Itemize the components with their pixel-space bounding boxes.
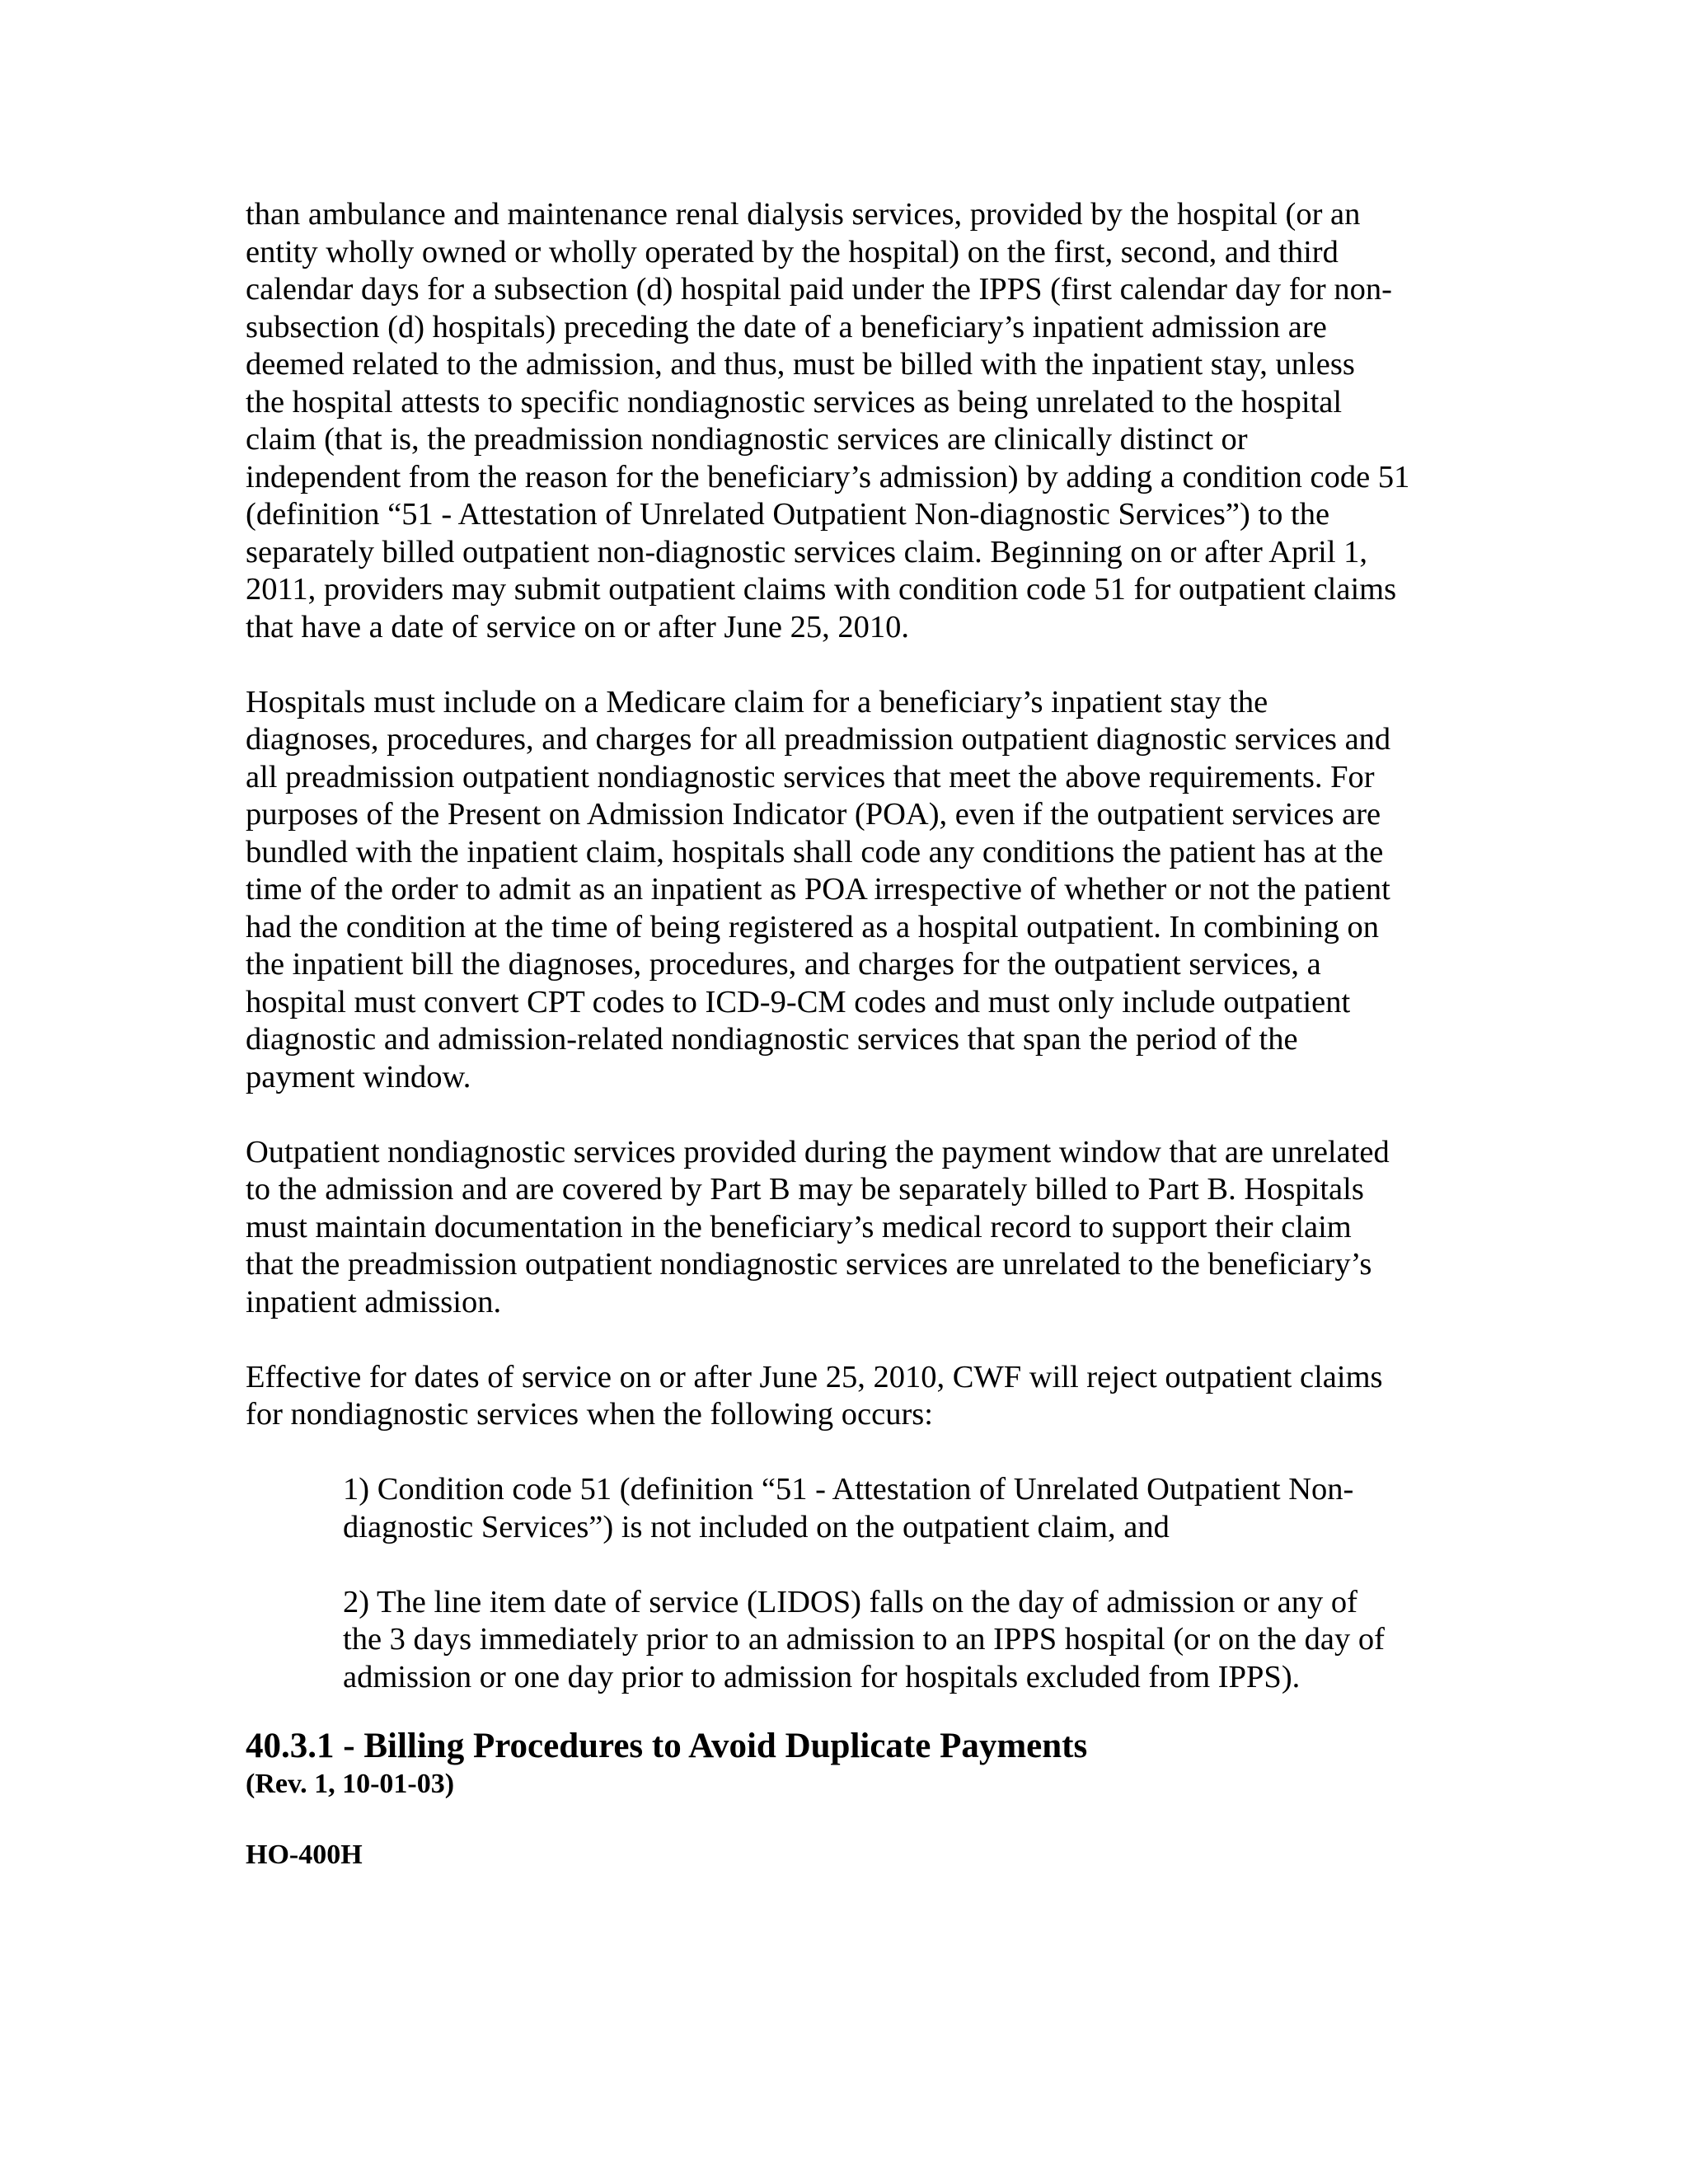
paragraph-preadmission-services <box>246 196 1432 646</box>
text-line: 1) Condition code 51 (definition “51 - Attestation of Unrelated Outpatient Non- <box>343 1472 1354 1507</box>
text-line: 2) The line item date of service (LIDOS) falls on the day of admission or any of <box>343 1584 1357 1619</box>
paragraph-medicare-claim <box>246 684 1432 1097</box>
text-line: (definition “51 - Attestation of Unrelated Outpatient Non-diagnostic Services”) to the <box>246 497 1330 532</box>
paragraph-spacer <box>246 1096 1432 1134</box>
text-line: time of the order to admit as an inpatient as POA irrespective of whether or not the patient <box>246 872 1390 907</box>
text-line: Effective for dates of service on or after June 25, 2010, CWF will reject outpatient claims <box>246 1359 1383 1394</box>
text-line: payment window. <box>246 1059 471 1094</box>
text-line: separately billed outpatient non-diagnostic services claim. Beginning on or after April 1, <box>246 534 1368 569</box>
text-line: all preadmission outpatient nondiagnostic services that meet the above requirements. For <box>246 759 1375 794</box>
text-line: the hospital attests to specific nondiagnostic services as being unrelated to the hospital <box>246 384 1343 419</box>
text-line: admission or one day prior to admission for hospitals excluded from IPPS). <box>343 1659 1301 1694</box>
text-line: that have a date of service on or after June 25, 2010. <box>246 609 909 644</box>
text-line: the inpatient bill the diagnoses, procedures, and charges for the outpatient services, a <box>246 947 1321 982</box>
text-line: entity wholly owned or wholly operated by the hospital) on the first, second, and third <box>246 234 1339 269</box>
text-line: bundled with the inpatient claim, hospitals shall code any conditions the patient has at the <box>246 834 1384 869</box>
text-line: calendar days for a subsection (d) hospital paid under the IPPS (first calendar day for non- <box>246 272 1392 307</box>
text-line: hospital must convert CPT codes to ICD-9-CM codes and must only include outpatient <box>246 984 1351 1019</box>
text-line: independent from the reason for the beneficiary’s admission) by adding a condition code 51 <box>246 459 1410 494</box>
text-line: claim (that is, the preadmission nondiagnostic services are clinically distinct or <box>246 422 1248 457</box>
reference-code: HO-400H <box>246 1840 363 1870</box>
text-line: Hospitals must include on a Medicare claim for a beneficiary’s inpatient stay the <box>246 684 1268 719</box>
paragraph-spacer <box>246 646 1432 684</box>
text-line: diagnostic Services”) is not included on the outpatient claim, and <box>343 1509 1170 1544</box>
condition-item-1 <box>246 1471 1432 1546</box>
condition-item-2 <box>246 1584 1432 1697</box>
paragraph-spacer <box>246 1434 1432 1472</box>
paragraph-spacer <box>246 1321 1432 1359</box>
text-line: that the preadmission outpatient nondiagnostic services are unrelated to the beneficiary’s <box>246 1247 1372 1282</box>
section-heading: 40.3.1 - Billing Procedures to Avoid Duplicate Payments <box>246 1727 1088 1765</box>
text-line: subsection (d) hospitals) preceding the date of a beneficiary’s inpatient admission are <box>246 309 1327 344</box>
paragraph-spacer <box>246 1546 1432 1584</box>
document-page <box>246 196 1432 1872</box>
text-line: diagnostic and admission-related nondiagnostic services that span the period of the <box>246 1022 1298 1057</box>
revision-note: (Rev. 1, 10-01-03) <box>246 1769 455 1799</box>
text-line: inpatient admission. <box>246 1284 502 1319</box>
text-line: than ambulance and maintenance renal dialysis services, provided by the hospital (or an <box>246 197 1361 232</box>
paragraph-part-b-billing <box>246 1134 1432 1322</box>
text-line: to the admission and are covered by Part B may be separately billed to Part B. Hospitals <box>246 1172 1364 1207</box>
text-line: had the condition at the time of being registered as a hospital outpatient. In combining on <box>246 909 1379 944</box>
text-line: for nondiagnostic services when the following occurs: <box>246 1397 933 1432</box>
text-line: 2011, providers may submit outpatient claims with condition code 51 for outpatient claims <box>246 572 1397 607</box>
paragraph-cwf-rejection <box>246 1359 1432 1434</box>
text-line: Outpatient nondiagnostic services provided during the payment window that are unrelated <box>246 1134 1390 1169</box>
text-line: diagnoses, procedures, and charges for all preadmission outpatient diagnostic services and <box>246 722 1391 757</box>
text-line: deemed related to the admission, and thus, must be billed with the inpatient stay, unless <box>246 347 1355 382</box>
text-line: purposes of the Present on Admission Indicator (POA), even if the outpatient services are <box>246 797 1381 832</box>
text-line: the 3 days immediately prior to an admission to an IPPS hospital (or on the day of <box>343 1622 1385 1657</box>
text-line: must maintain documentation in the beneficiary’s medical record to support their claim <box>246 1209 1352 1244</box>
